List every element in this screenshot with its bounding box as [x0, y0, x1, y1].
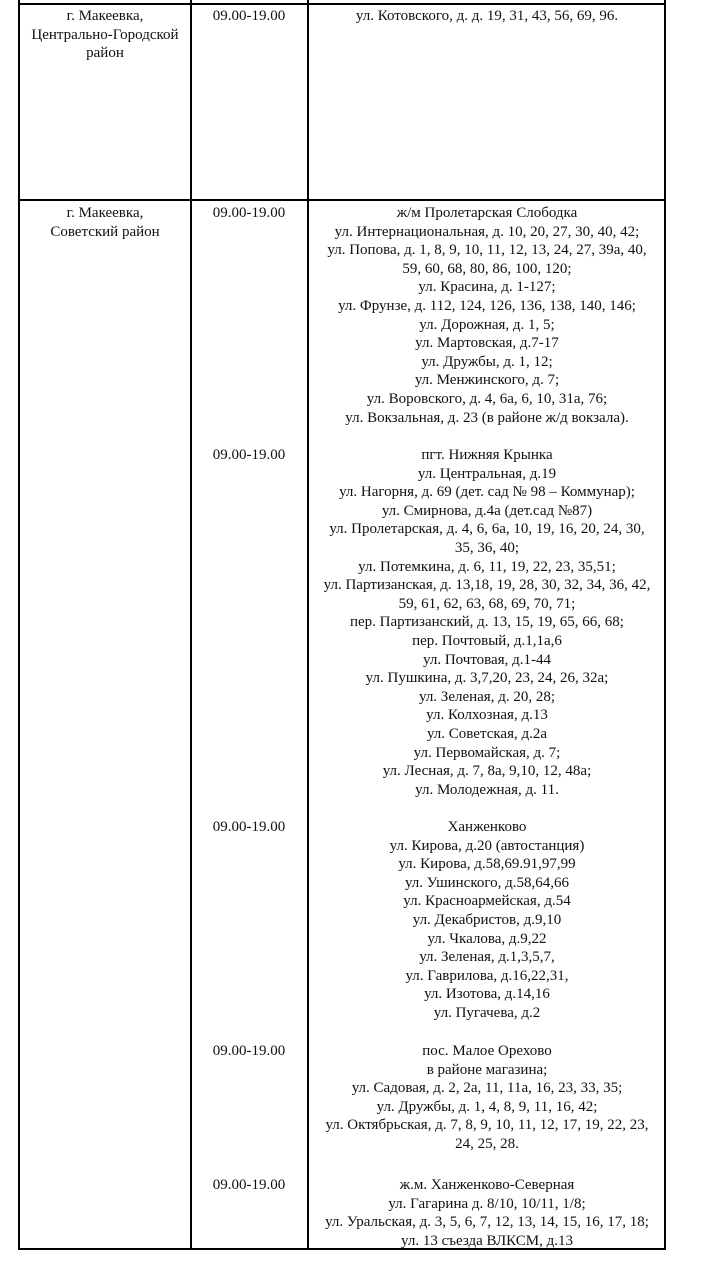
- time-cell: [192, 204, 306, 223]
- time-cell: [192, 7, 306, 26]
- address-line: ул. Центральная, д.19: [417, 465, 557, 482]
- address-line: ул. Зеленая, д. 20, 28;: [418, 688, 556, 705]
- address-line: в районе магазина;: [426, 1061, 548, 1078]
- district-line: Советский район: [50, 223, 160, 240]
- address-line: ул. Смирнова, д.4а (дет.сад №87): [381, 502, 593, 519]
- address-line: ул. Мартовская, д.7-17: [415, 335, 559, 352]
- address-line: ул. Дорожная, д. 1, 5;: [419, 316, 555, 333]
- address-line: ул. Колхозная, д.13: [426, 707, 548, 724]
- address-line: пер. Почтовый, д.1,1а,6: [412, 632, 562, 649]
- address-line: ул. Дружбы, д. 1, 4, 8, 9, 11, 16, 42;: [376, 1098, 598, 1115]
- address-line: ул. Менжинского, д. 7;: [414, 372, 560, 389]
- address-line: ул. Молодежная, д. 11.: [415, 781, 559, 798]
- address-line: ул. Фрунзе, д. 112, 124, 126, 136, 138, 140, 146;: [338, 297, 636, 314]
- address-line: ул. Уральская, д. 3, 5, 6, 7, 12, 13, 14, 15, 16, 17, 18;: [325, 1214, 649, 1231]
- address-line: ул. Гаврилова, д.16,22,31,: [405, 967, 569, 984]
- address-line: ул. Чкалова, д.9,22: [427, 930, 547, 947]
- address-line: ул. 13 съезда ВЛКСМ, д.13: [401, 1232, 573, 1249]
- address-line: ул. Садовая, д. 2, 2а, 11, 11а, 16, 23, 33, 35;: [351, 1080, 623, 1097]
- address-block: [309, 1042, 665, 1154]
- working-hours: 09.00-19.00: [212, 819, 286, 835]
- district-line: г. Макеевка,: [66, 8, 144, 24]
- address-line: Ханженково: [447, 819, 527, 835]
- address-line: ул. Кирова, д.58,69.91,97,99: [398, 856, 576, 873]
- row-divider: [18, 199, 666, 201]
- table-top-border: [18, 3, 666, 5]
- address-line: ул. Потемкина, д. 6, 11, 19, 22, 23, 35,51;: [358, 558, 616, 575]
- address-block: [309, 1176, 665, 1250]
- time-cell: [192, 1176, 306, 1195]
- working-hours: 09.00-19.00: [212, 447, 286, 463]
- address-line: 35, 36, 40;: [454, 539, 520, 556]
- address-line: ул. Зеленая, д.1,3,5,7,: [419, 949, 555, 966]
- address-line: пос. Малое Орехово: [422, 1043, 552, 1059]
- working-hours: 09.00-19.00: [212, 8, 286, 24]
- district-line: Центрально-Городской: [31, 26, 179, 43]
- address-line: ул. Котовского, д. д. 19, 31, 43, 56, 69, 96.: [355, 8, 619, 24]
- address-line: ул. Нагорня, д. 69 (дет. сад № 98 – Коммунар);: [339, 484, 635, 501]
- address-line: пгт. Нижняя Крынка: [421, 447, 553, 463]
- address-block: [309, 818, 665, 1023]
- address-line: ул. Вокзальная, д. 23 (в районе ж/д вокзала).: [345, 409, 629, 426]
- district-cell: [20, 204, 190, 241]
- address-line: ул. Красина, д. 1-127;: [418, 279, 556, 296]
- working-hours: 09.00-19.00: [212, 205, 286, 221]
- address-line: ул. Гагарина д. 8/10, 10/11, 1/8;: [388, 1195, 586, 1212]
- address-line: ул. Попова, д. 1, 8, 9, 10, 11, 12, 13, 24, 27, 39а, 40,: [327, 242, 647, 259]
- address-line: ул. Интернациональная, д. 10, 20, 27, 30, 40, 42;: [334, 223, 640, 240]
- address-line: ул. Почтовая, д.1-44: [423, 651, 551, 668]
- address-line: ул. Кирова, д.20 (автостанция): [389, 837, 585, 854]
- address-line: ул. Ушинского, д.58,64,66: [404, 874, 570, 891]
- district-line: район: [86, 45, 124, 62]
- address-line: ул. Декабристов, д.9,10: [412, 911, 562, 928]
- time-cell: [192, 818, 306, 837]
- address-line: ул. Пролетарская, д. 4, 6, 6а, 10, 19, 16, 20, 24, 30,: [329, 521, 645, 538]
- address-block: [309, 446, 665, 799]
- address-line: ул. Пугачева, д.2: [433, 1004, 541, 1021]
- district-cell: [20, 7, 190, 63]
- time-cell: [192, 446, 306, 465]
- address-line: пер. Партизанский, д. 13, 15, 19, 65, 66, 68;: [350, 614, 624, 631]
- working-hours: 09.00-19.00: [212, 1043, 286, 1059]
- address-line: 24, 25, 28.: [455, 1135, 519, 1152]
- address-line: ул. Советская, д.2а: [426, 725, 548, 742]
- address-line: ул. Дружбы, д. 1, 12;: [421, 353, 553, 370]
- district-line: г. Макеевка,: [66, 205, 144, 221]
- address-line: ул. Первомайская, д. 7;: [413, 744, 561, 761]
- working-hours: 09.00-19.00: [212, 1177, 286, 1193]
- address-line: 59, 61, 62, 63, 68, 69, 70, 71;: [398, 595, 576, 612]
- address-line: ж/м Пролетарская Слободка: [396, 205, 578, 221]
- column-border-district-time: [190, 0, 192, 1250]
- time-cell: [192, 1042, 306, 1061]
- address-line: ул. Октябрьская, д. 7, 8, 9, 10, 11, 12, 17, 19, 22, 23,: [325, 1117, 649, 1134]
- address-cell: [309, 7, 665, 26]
- address-line: ж.м. Ханженково-Северная: [399, 1177, 575, 1193]
- address-line: ул. Лесная, д. 7, 8а, 9,10, 12, 48а;: [382, 763, 592, 780]
- address-line: 59, 60, 68, 80, 86, 100, 120;: [402, 260, 572, 277]
- address-line: ул. Воровского, д. 4, 6а, 6, 10, 31а, 76;: [366, 390, 608, 407]
- column-border-left: [18, 0, 20, 1250]
- address-line: ул. Партизанская, д. 13,18, 19, 28, 30, 32, 34, 36, 42,: [323, 577, 651, 594]
- address-block: [309, 204, 665, 427]
- address-line: ул. Пушкина, д. 3,7,20, 23, 24, 26, 32а;: [365, 670, 609, 687]
- address-line: ул. Красноармейская, д.54: [403, 893, 571, 910]
- address-line: ул. Изотова, д.14,16: [424, 986, 550, 1003]
